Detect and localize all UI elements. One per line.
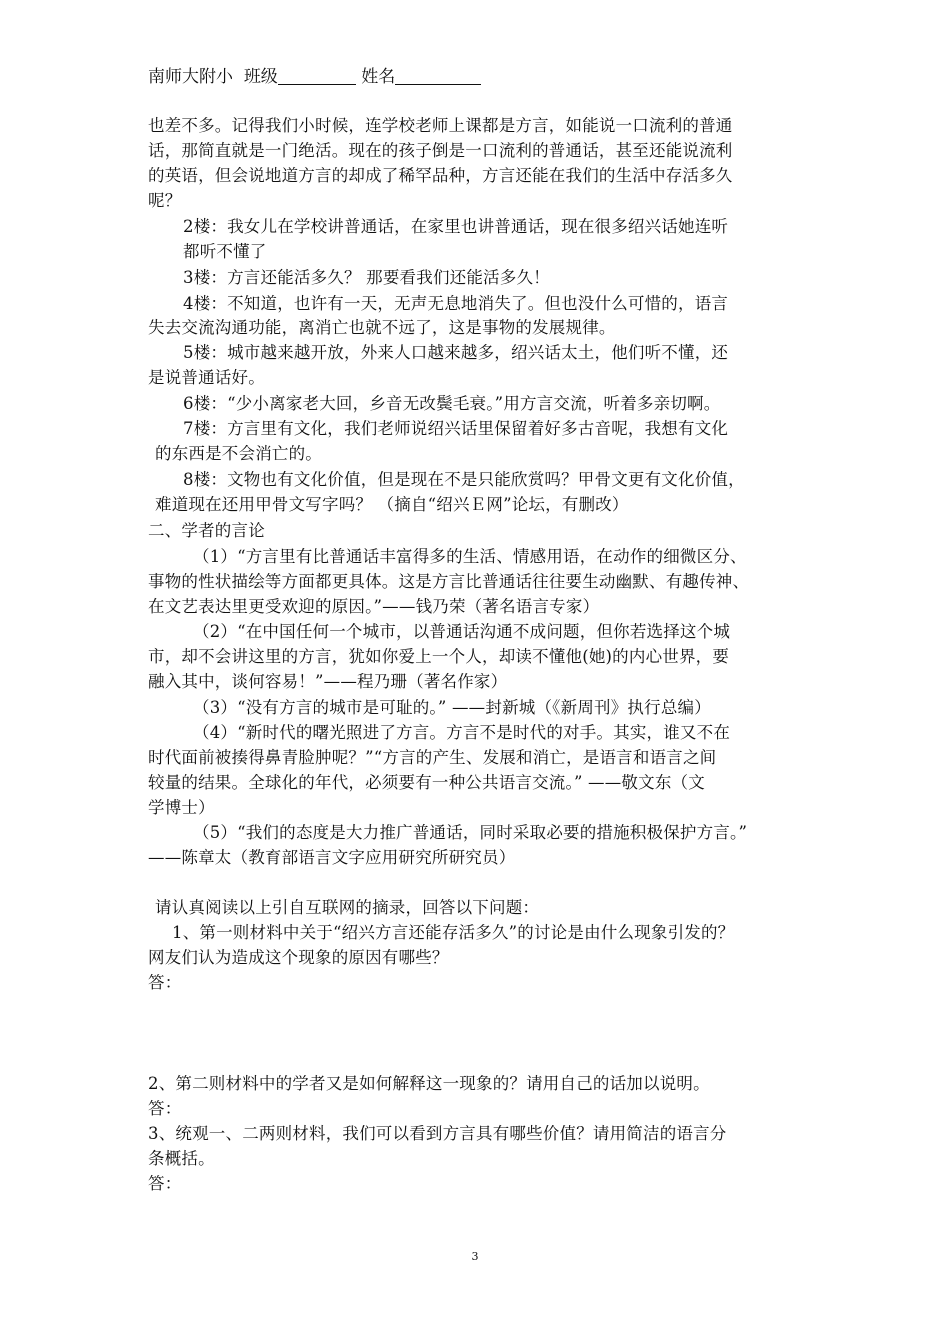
answer-label-3[interactable]: 答： <box>148 1174 182 1193</box>
text-line: （1）“方言里有比普通话丰富得多的生活、情感用语，在动作的细微区分、 <box>193 547 747 566</box>
name-blank[interactable] <box>395 66 481 85</box>
instruction-text: 请认真阅读以上引自互联网的摘录，回答以下问题： <box>155 898 540 917</box>
question-1: 1、第一则材料中关于“绍兴方言还能存活多久”的讨论是由什么现象引发的？ <box>172 923 735 942</box>
text-line: 在文艺表达里更受欢迎的原因。”——钱乃荣（著名语言专家） <box>148 597 600 616</box>
class-label: 班级 <box>243 67 278 87</box>
text-line: 的东西是不会消亡的。 <box>155 444 322 463</box>
name-label: 姓名 <box>361 67 396 87</box>
text-line: （5）“我们的态度是大力推广普通话，同时采取必要的措施积极保护方言。” <box>193 823 748 842</box>
text-line: 话，那简直就是一门绝活。现在的孩子倒是一口流利的普通话，甚至还能说流利 <box>148 141 733 160</box>
text-line: 7楼：方言里有文化，我们老师说绍兴话里保留着好多古音呢，我想有文化 <box>183 419 729 438</box>
question-2: 2、第二则材料中的学者又是如何解释这一现象的？请用自己的话加以说明。 <box>148 1074 710 1093</box>
page-number: 3 <box>471 1250 479 1263</box>
text-line: 4楼：不知道，也许有一天，无声无息地消失了。但也没什么可惜的，语言 <box>183 294 729 313</box>
text-line: 3楼：方言还能活多久？ 那要看我们还能活多久！ <box>183 268 550 287</box>
text-line: 6楼：“少小离家老大回，乡音无改鬓毛衰。”用方言交流，听着多亲切啊。 <box>183 394 721 413</box>
text-line: （4）“新时代的曙光照进了方言。方言不是时代的对手。其实，谁又不在 <box>193 723 731 742</box>
question-3: 3、统观一、二两则材料，我们可以看到方言具有哪些价值？请用简洁的语言分 <box>148 1124 727 1143</box>
class-blank[interactable] <box>278 66 356 85</box>
text-line: 难道现在还用甲骨文写字吗？ （摘自“绍兴Ｅ网”论坛，有删改） <box>155 495 629 514</box>
worksheet-header <box>148 64 481 90</box>
question-1-cont: 网友们认为造成这个现象的原因有哪些？ <box>148 948 449 967</box>
text-line: 的英语，但会说地道方言的却成了稀罕品种，方言还能在我们的生活中存活多久 <box>148 166 733 185</box>
text-line: 8楼：文物也有文化价值，但是现在不是只能欣赏吗？甲骨文更有文化价值， <box>183 470 745 489</box>
text-line: 也差不多。记得我们小时候，连学校老师上课都是方言，如能说一口流利的普通 <box>148 116 733 135</box>
text-line: 呢？ <box>148 191 182 210</box>
text-line: 市，却不会讲这里的方言，犹如你爱上一个人，却读不懂他(她)的内心世界，要 <box>148 647 730 666</box>
section-heading: 二、学者的言论 <box>148 521 265 540</box>
text-line: （2）“在中国任何一个城市，以普通话沟通不成问题，但你若选择这个城 <box>193 622 731 641</box>
text-line: 失去交流沟通功能，离消亡也就不远了，这是事物的发展规律。 <box>148 318 616 337</box>
text-line: 5楼：城市越来越开放，外来人口越来越多，绍兴话太土，他们听不懂，还 <box>183 343 729 362</box>
text-line: 融入其中，谈何容易！”——程乃珊（著名作家） <box>148 672 508 691</box>
text-line: 都听不懂了 <box>183 242 267 261</box>
text-line: （3）“没有方言的城市是可耻的。” ——封新城（《新周刊》执行总编） <box>193 698 711 717</box>
text-line: 是说普通话好。 <box>148 368 265 387</box>
text-line: ——陈章太（教育部语言文字应用研究所研究员） <box>148 848 516 867</box>
school-name: 南师大附小 <box>148 67 233 87</box>
question-3-cont: 条概括。 <box>148 1149 215 1168</box>
text-line: 2楼：我女儿在学校讲普通话，在家里也讲普通话，现在很多绍兴话她连听 <box>183 217 729 236</box>
answer-label-1[interactable]: 答： <box>148 973 182 992</box>
text-line: 时代面前被揍得鼻青脸肿呢？”“方言的产生、发展和消亡，是语言和语言之间 <box>148 748 717 767</box>
text-line: 事物的性状描绘等方面都更具体。这是方言比普通话往往要生动幽默、有趣传神、 <box>148 572 750 591</box>
text-line: 较量的结果。全球化的年代，必须要有一种公共语言交流。” ——敬文东（文 <box>148 773 705 792</box>
text-line: 学博士） <box>148 798 215 817</box>
answer-label-2[interactable]: 答： <box>148 1099 182 1118</box>
